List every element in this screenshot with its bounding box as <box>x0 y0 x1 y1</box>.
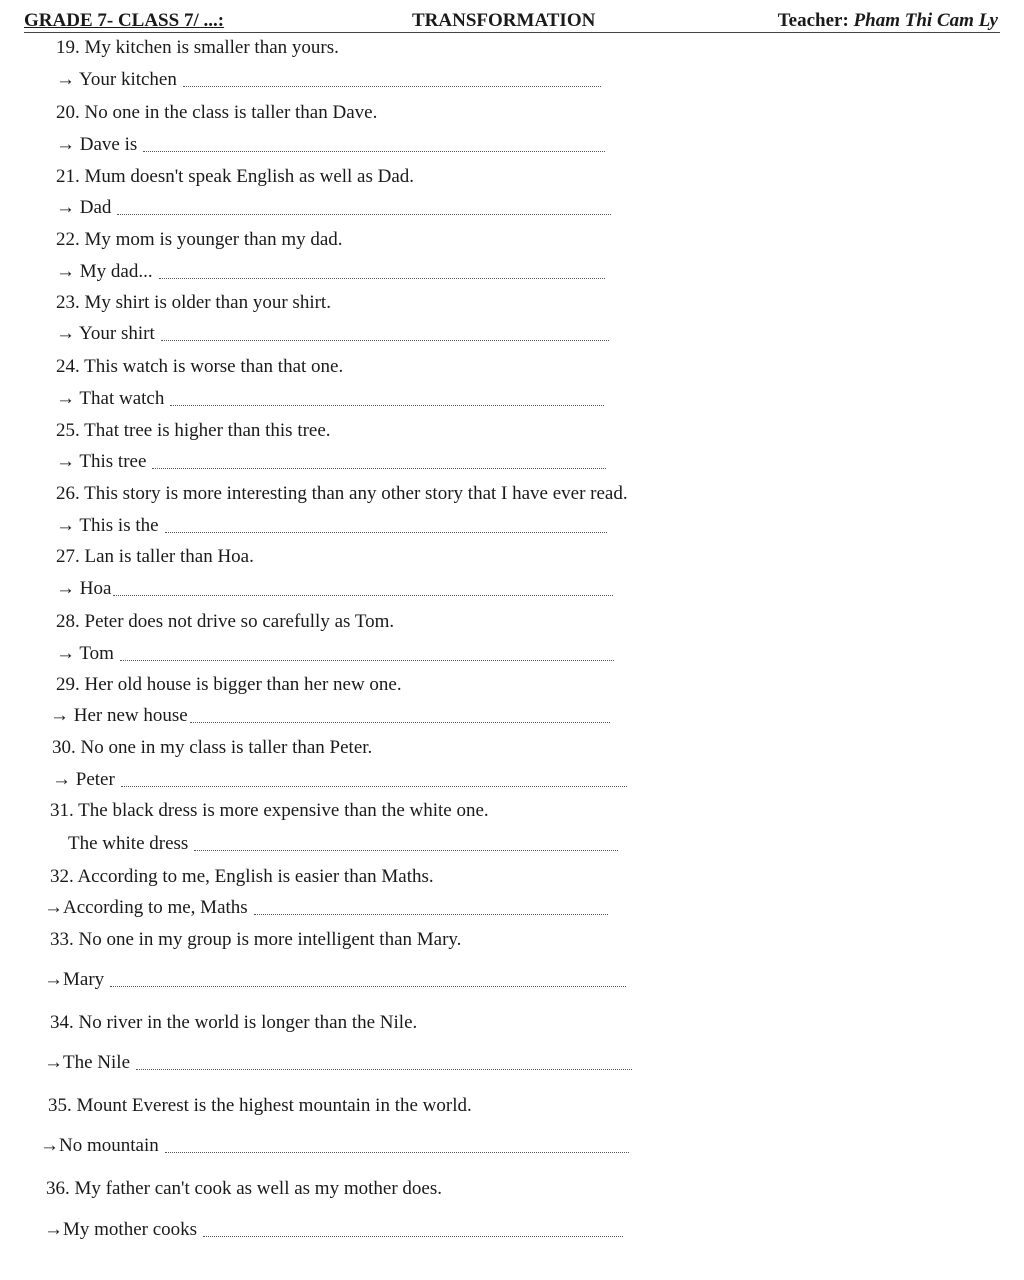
question-34: 34. No river in the world is longer than the Nile. <box>50 1012 418 1033</box>
answer-prompt-32: →According to me, Maths <box>44 897 248 918</box>
answer-line-26[interactable] <box>56 514 607 538</box>
question-27: 27. Lan is taller than Hoa. <box>56 546 254 567</box>
question-22: 22. My mom is younger than my dad. <box>56 229 343 250</box>
answer-prompt-34: →The Nile <box>44 1052 131 1073</box>
answer-line-30[interactable] <box>52 768 627 792</box>
question-31: 31. The black dress is more expensive than the white one. <box>50 800 489 821</box>
answer-blank[interactable] <box>203 1235 623 1237</box>
answer-blank[interactable] <box>113 594 613 596</box>
answer-blank[interactable] <box>165 1151 629 1153</box>
answer-blank[interactable] <box>143 150 605 152</box>
question-24: 24. This watch is worse than that one. <box>56 356 344 377</box>
question-28: 28. Peter does not drive so carefully as Tom. <box>56 611 395 632</box>
answer-blank[interactable] <box>152 467 606 469</box>
page-header <box>24 8 1000 33</box>
answer-prompt-25: → This tree <box>56 451 147 472</box>
teacher-info <box>778 10 998 32</box>
teacher-label: Teacher: <box>777 10 849 31</box>
answer-blank[interactable] <box>170 404 604 406</box>
answer-line-31[interactable] <box>68 832 618 856</box>
answer-prompt-21: → Dad <box>56 197 112 218</box>
answer-prompt-20: → Dave is <box>56 134 138 155</box>
question-36: 36. My father can't cook as well as my mother does. <box>46 1178 442 1199</box>
answer-blank[interactable] <box>120 659 614 661</box>
answer-line-33[interactable] <box>44 968 626 992</box>
answer-line-34[interactable] <box>44 1051 632 1075</box>
answer-prompt-24: → That watch <box>56 388 165 409</box>
answer-prompt-33: →Mary <box>44 969 105 990</box>
answer-blank[interactable] <box>190 721 610 723</box>
answer-line-24[interactable] <box>56 387 604 411</box>
teacher-name: Pham Thi Cam Ly <box>853 10 998 31</box>
grade-class-label: GRADE 7- CLASS 7/ ...: <box>24 10 225 31</box>
question-33: 33. No one in my group is more intelligent than Mary. <box>50 929 462 950</box>
question-32: 32. According to me, English is easier than Maths. <box>50 866 434 887</box>
answer-blank[interactable] <box>194 849 618 851</box>
answer-line-29[interactable] <box>50 704 610 728</box>
answer-blank[interactable] <box>254 913 608 915</box>
question-29: 29. Her old house is bigger than her new one. <box>56 674 402 695</box>
answer-line-21[interactable] <box>56 196 611 220</box>
question-35: 35. Mount Everest is the highest mountain in the world. <box>48 1095 472 1116</box>
question-25: 25. That tree is higher than this tree. <box>56 420 331 441</box>
answer-blank[interactable] <box>183 85 601 87</box>
answer-prompt-30: → Peter <box>52 769 115 790</box>
answer-blank[interactable] <box>161 339 609 341</box>
question-21: 21. Mum doesn't speak English as well as Dad. <box>56 166 415 187</box>
answer-prompt-28: → Tom <box>56 643 114 664</box>
answer-prompt-23: → Your shirt <box>56 323 155 344</box>
answer-prompt-31: The white dress <box>68 833 189 854</box>
answer-line-28[interactable] <box>56 642 614 666</box>
question-23: 23. My shirt is older than your shirt. <box>56 292 331 313</box>
answer-blank[interactable] <box>110 985 626 987</box>
answer-line-19[interactable] <box>56 68 601 92</box>
answer-prompt-36: →My mother cooks <box>44 1219 198 1240</box>
answer-line-20[interactable] <box>56 133 605 157</box>
question-19: 19. My kitchen is smaller than yours. <box>56 37 339 58</box>
answer-line-36[interactable] <box>44 1218 623 1242</box>
answer-blank[interactable] <box>165 531 607 533</box>
answer-blank[interactable] <box>121 785 627 787</box>
answer-line-23[interactable] <box>56 322 609 346</box>
answer-blank[interactable] <box>117 213 611 215</box>
answer-line-22[interactable] <box>56 260 605 284</box>
answer-prompt-35: →No mountain <box>40 1135 159 1156</box>
answer-line-27[interactable] <box>56 577 613 601</box>
answer-prompt-19: → Your kitchen <box>56 69 177 90</box>
answer-prompt-26: → This is the <box>56 515 159 536</box>
question-30: 30. No one in my class is taller than Peter. <box>52 737 373 758</box>
answer-blank[interactable] <box>159 277 605 279</box>
worksheet-title: TRANSFORMATION <box>412 10 596 31</box>
answer-line-25[interactable] <box>56 450 606 474</box>
question-20: 20. No one in the class is taller than Dave. <box>56 102 378 123</box>
answer-blank[interactable] <box>136 1068 632 1070</box>
answer-line-35[interactable] <box>40 1134 629 1158</box>
answer-line-32[interactable] <box>44 896 608 920</box>
question-26: 26. This story is more interesting than any other story that I have ever read. <box>56 483 628 504</box>
answer-prompt-29: → Her new house <box>50 705 188 726</box>
answer-prompt-22: → My dad... <box>56 261 153 282</box>
answer-prompt-27: → Hoa <box>56 578 112 599</box>
